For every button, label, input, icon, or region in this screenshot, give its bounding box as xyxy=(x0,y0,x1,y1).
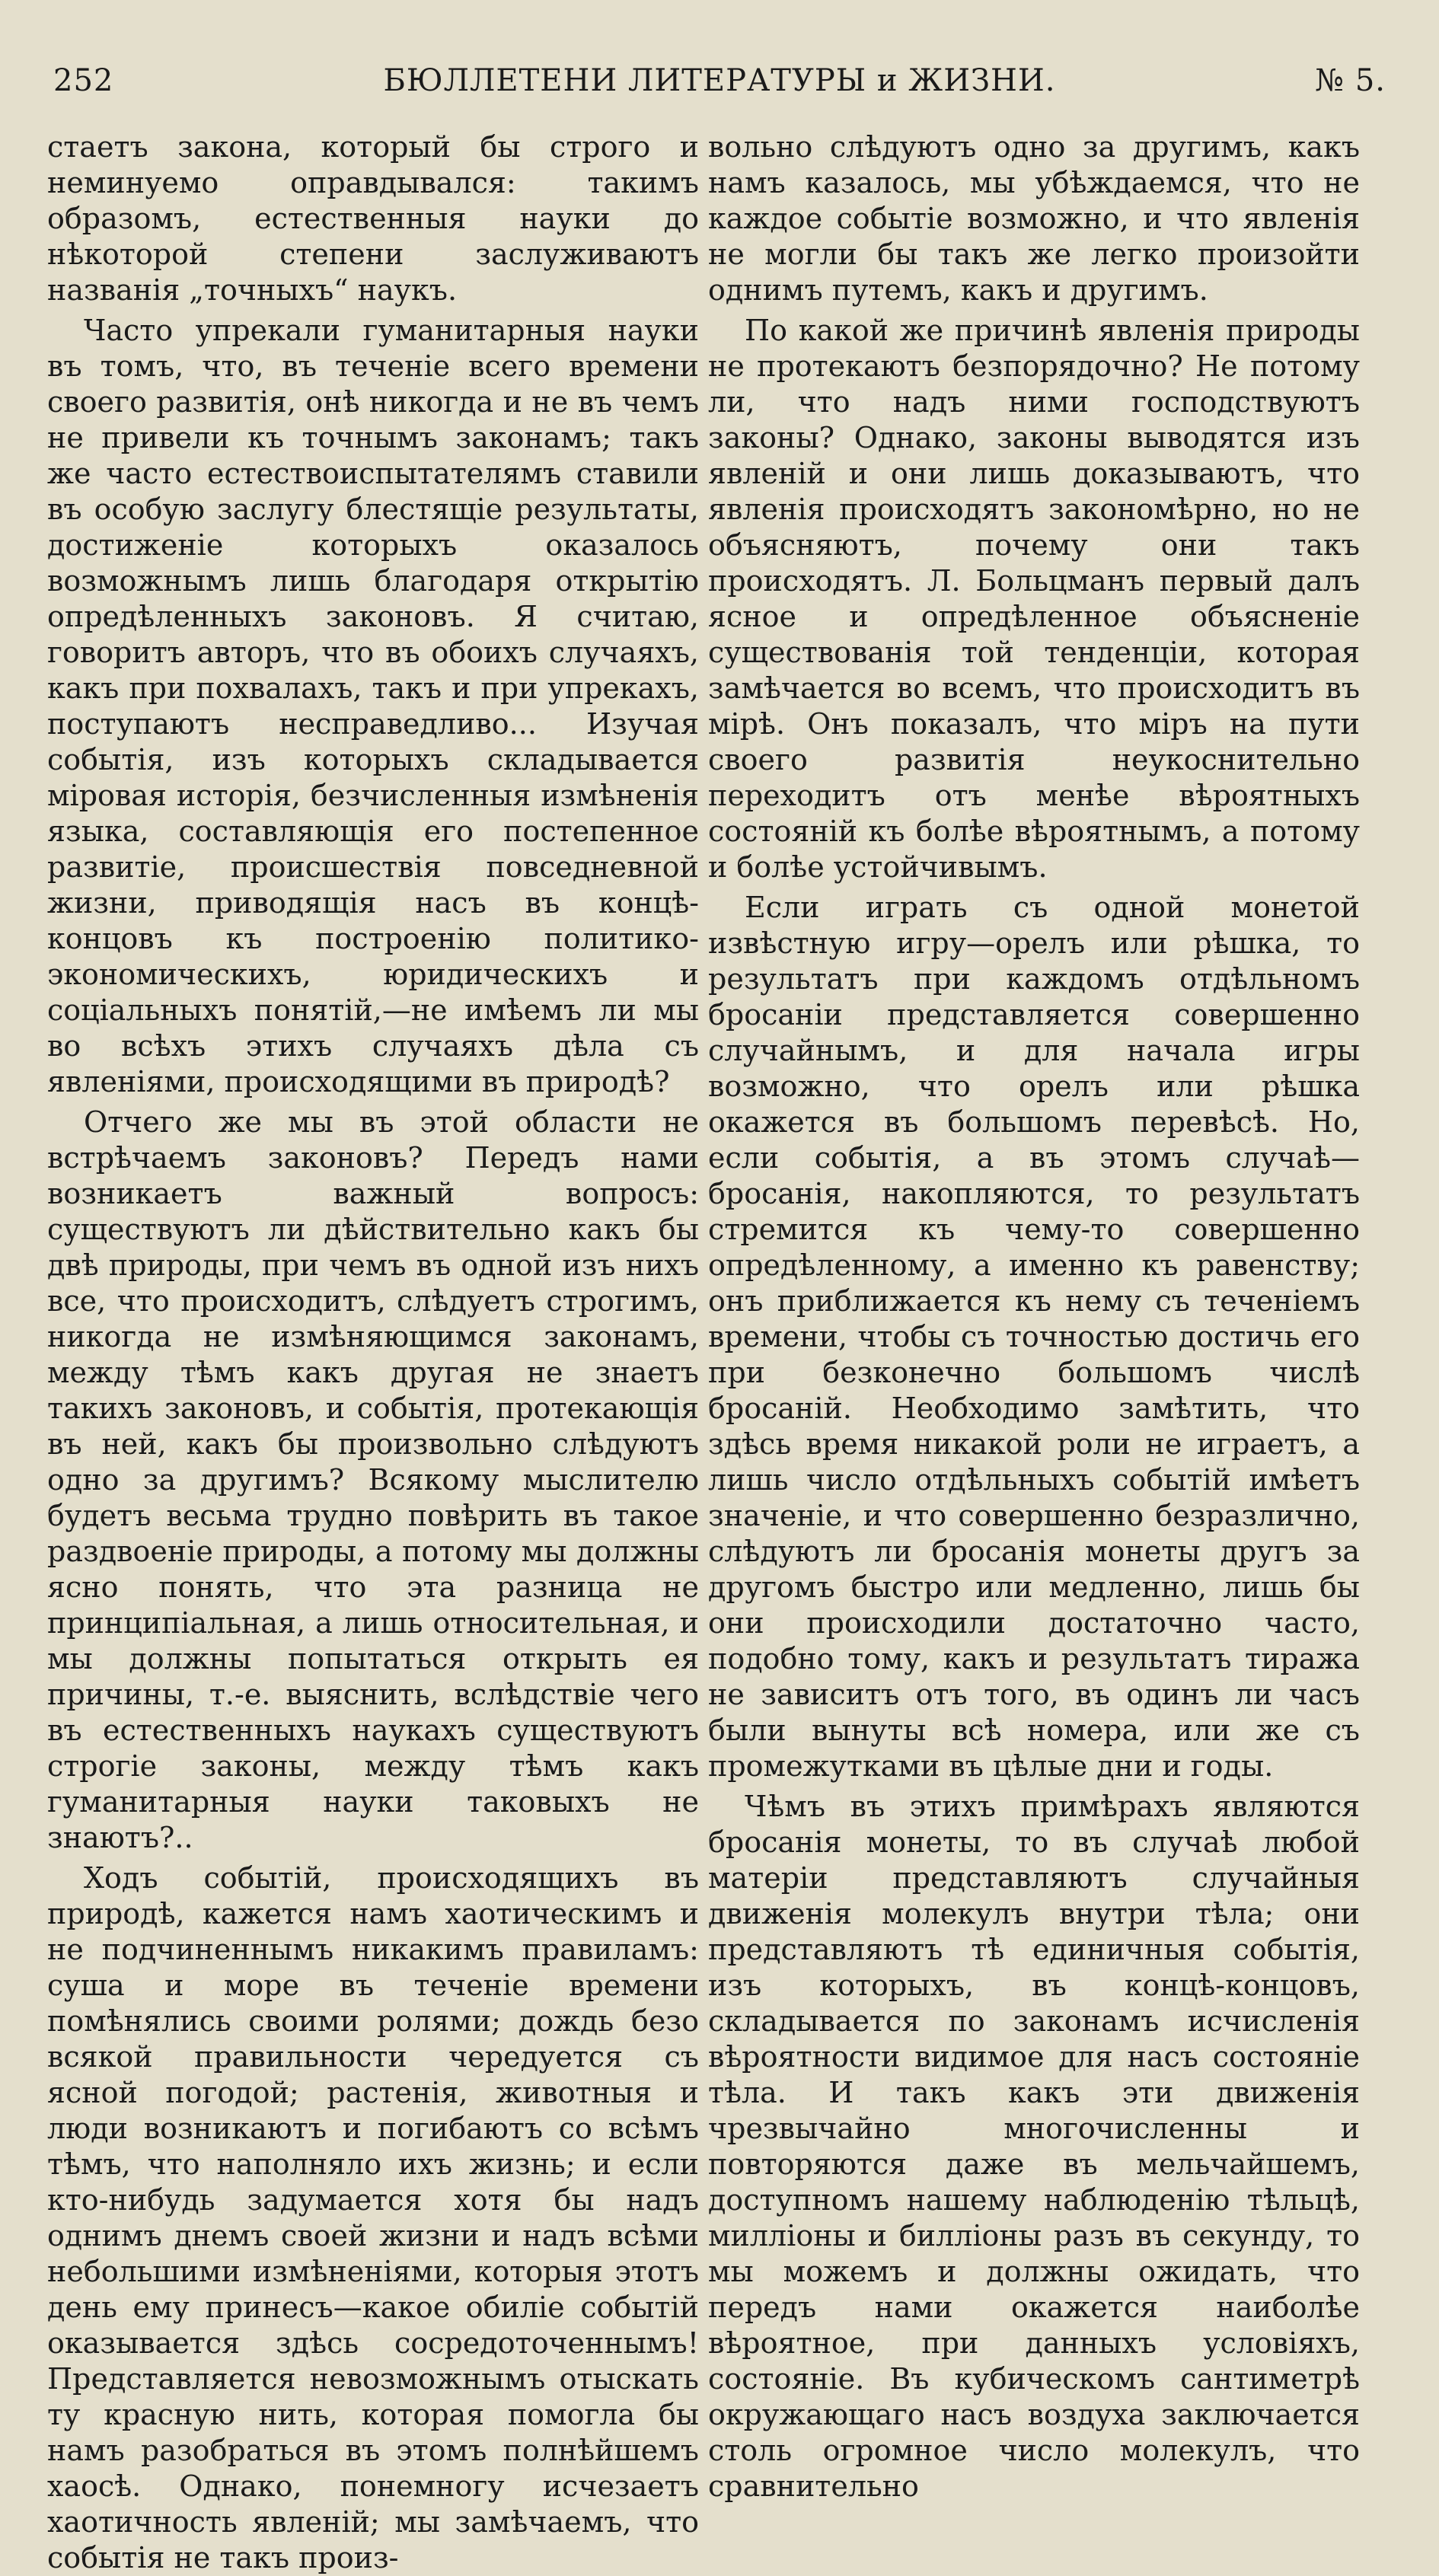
paragraph: По какой же причинѣ явленія природы не протекаютъ безпорядочно? Не потому ли, что надъ ними господствуютъ законы? Однако, законы выводятся изъ явленій и они лишь доказываютъ, что явленія происходятъ закономѣрно, но не объясняютъ, почему они такъ происходятъ. Л. Больцманъ первый далъ ясное и опредѣленное объясненіе существованія той тенденціи, которая замѣчается во всемъ, что происходитъ въ мірѣ. Онъ показалъ, что міръ на пути своего развитія неукоснительно переходитъ отъ менѣе вѣроятныхъ состояній къ болѣе вѣроятнымъ, а потому и болѣе устойчивымъ. xyxy=(708,314,1360,884)
paragraph: стаетъ закона, который бы строго и неминуемо оправдывался: такимъ образомъ, естественныя науки до нѣкоторой степени заслуживаютъ названія „точныхъ“ наукъ. xyxy=(47,130,699,307)
left-column xyxy=(47,129,699,2576)
running-title: БЮЛЛЕТЕНИ ЛИТЕРАТУРЫ и ЖИЗНИ. xyxy=(383,63,1056,98)
issue-number: № 5. xyxy=(1315,63,1386,98)
page-number: 252 xyxy=(53,63,114,98)
paragraph: Часто упрекали гуманитарныя науки въ томъ, что, въ теченіе всего времени своего развитія, онѣ никогда и не въ чемъ не привели къ точнымъ законамъ; такъ же часто естествоиспытателямъ ставили въ особую заслугу блестящіе результаты, достиженіе которыхъ оказалось возможнымъ лишь благодаря открытію опредѣленныхъ законовъ. Я считаю, говоритъ авторъ, что въ обоихъ случаяхъ, какъ при похвалахъ, такъ и при упрекахъ, поступаютъ несправедливо... Изучая событія, изъ которыхъ складывается міровая исторія, безчисленныя измѣненія языка, составляющія его постепенное развитіе, происшествія повседневной жизни, приводящія насъ въ концѣ-концовъ къ построенію политико-экономическихъ, юридическихъ и соціальныхъ понятій,—не имѣемъ ли мы во всѣхъ этихъ случаяхъ дѣла съ явленіями, происходящими въ природѣ? xyxy=(47,314,699,1098)
paragraph: Отчего же мы въ этой области не встрѣчаемъ законовъ? Передъ нами возникаетъ важный вопросъ: существуютъ ли дѣйствительно какъ бы двѣ природы, при чемъ въ одной изъ нихъ все, что происходитъ, слѣдуетъ строгимъ, никогда не измѣняющимся законамъ, между тѣмъ какъ другая не знаетъ такихъ законовъ, и событія, протекающія въ ней, какъ бы произвольно слѣдуютъ одно за другимъ? Всякому мыслителю будетъ весьма трудно повѣрить въ такое раздвоеніе природы, а потому мы должны ясно понять, что эта разница не принципіальная, а лишь относительная, и мы должны попытаться открыть ея причины, т.-е. выяснить, вслѣдствіе чего въ естественныхъ наукахъ существуютъ строгіе законы, между тѣмъ какъ гуманитарныя науки таковыхъ не знаютъ?.. xyxy=(47,1105,699,1854)
paragraph: Ходъ событій, происходящихъ въ природѣ, кажется намъ хаотическимъ и не подчиненнымъ никакимъ правиламъ: суша и море въ теченіе времени помѣнялись своими ролями; дождь безо всякой правильности чередуется съ ясной погодой; растенія, животныя и люди возникаютъ и погибаютъ со всѣмъ тѣмъ, что наполняло ихъ жизнь; и если кто-нибудь задумается хотя бы надъ однимъ днемъ своей жизни и надъ всѣми небольшими измѣненіями, которыя этотъ день ему принесъ—какое обиліе событій оказывается здѣсь сосредоточеннымъ! Представляется невозможнымъ отыскать ту красную нить, которая помогла бы намъ разобраться въ этомъ полнѣйшемъ хаосѣ. Однако, понемногу исчезаетъ хаотичность явленій; мы замѣчаемъ, что событія не такъ произ- xyxy=(47,1861,699,2574)
paragraph: Если играть съ одной монетой извѣстную игру—орелъ или рѣшка, то результатъ при каждомъ отдѣльномъ бросаніи представляется совершенно случайнымъ, и для начала игры возможно, что орелъ или рѣшка окажется въ большомъ перевѣсѣ. Но, если событія, а въ этомъ случаѣ—бросанія, накопляются, то результатъ стремится къ чему-то совершенно опредѣленному, а именно къ равенству; онъ приближается къ нему съ теченіемъ времени, чтобы съ точностью достичь его при безконечно большомъ числѣ бросаній. Необходимо замѣтить, что здѣсь время никакой роли не играетъ, а лишь число отдѣльныхъ событій имѣетъ значеніе, и что совершенно безразлично, слѣдуютъ ли бросанія монеты другъ за другомъ быстро или медленно, лишь бы они происходили достаточно часто, подобно тому, какъ и результатъ тиража не зависитъ отъ того, въ одинъ ли часъ были вынуты всѣ номера, или же съ промежутками въ цѣлые дни и годы. xyxy=(708,891,1360,1783)
right-column xyxy=(708,129,1360,2504)
paragraph: вольно слѣдуютъ одно за другимъ, какъ намъ казалось, мы убѣждаемся, что не каждое событіе возможно, и что явленія не могли бы такъ же легко произойти однимъ путемъ, какъ и другимъ. xyxy=(708,130,1360,307)
paragraph: Чѣмъ въ этихъ примѣрахъ являются бросанія монеты, то въ случаѣ любой матеріи представляютъ случайныя движенія молекулъ внутри тѣла; они представляютъ тѣ единичныя событія, изъ которыхъ, въ концѣ-концовъ, складывается по законамъ исчисленія вѣроятности видимое для насъ состояніе тѣла. И такъ какъ эти движенія чрезвычайно многочисленны и повторяются даже въ мельчайшемъ, доступномъ нашему наблюденію тѣльцѣ, милліоны и билліоны разъ въ секунду, то мы можемъ и должны ожидать, что передъ нами окажется наиболѣе вѣроятное, при данныхъ условіяхъ, состояніе. Въ кубическомъ сантиметрѣ окружающаго насъ воздуха заключается столь огромное число молекулъ, что сравнительно xyxy=(708,1790,1360,2503)
page-header xyxy=(53,58,1386,104)
